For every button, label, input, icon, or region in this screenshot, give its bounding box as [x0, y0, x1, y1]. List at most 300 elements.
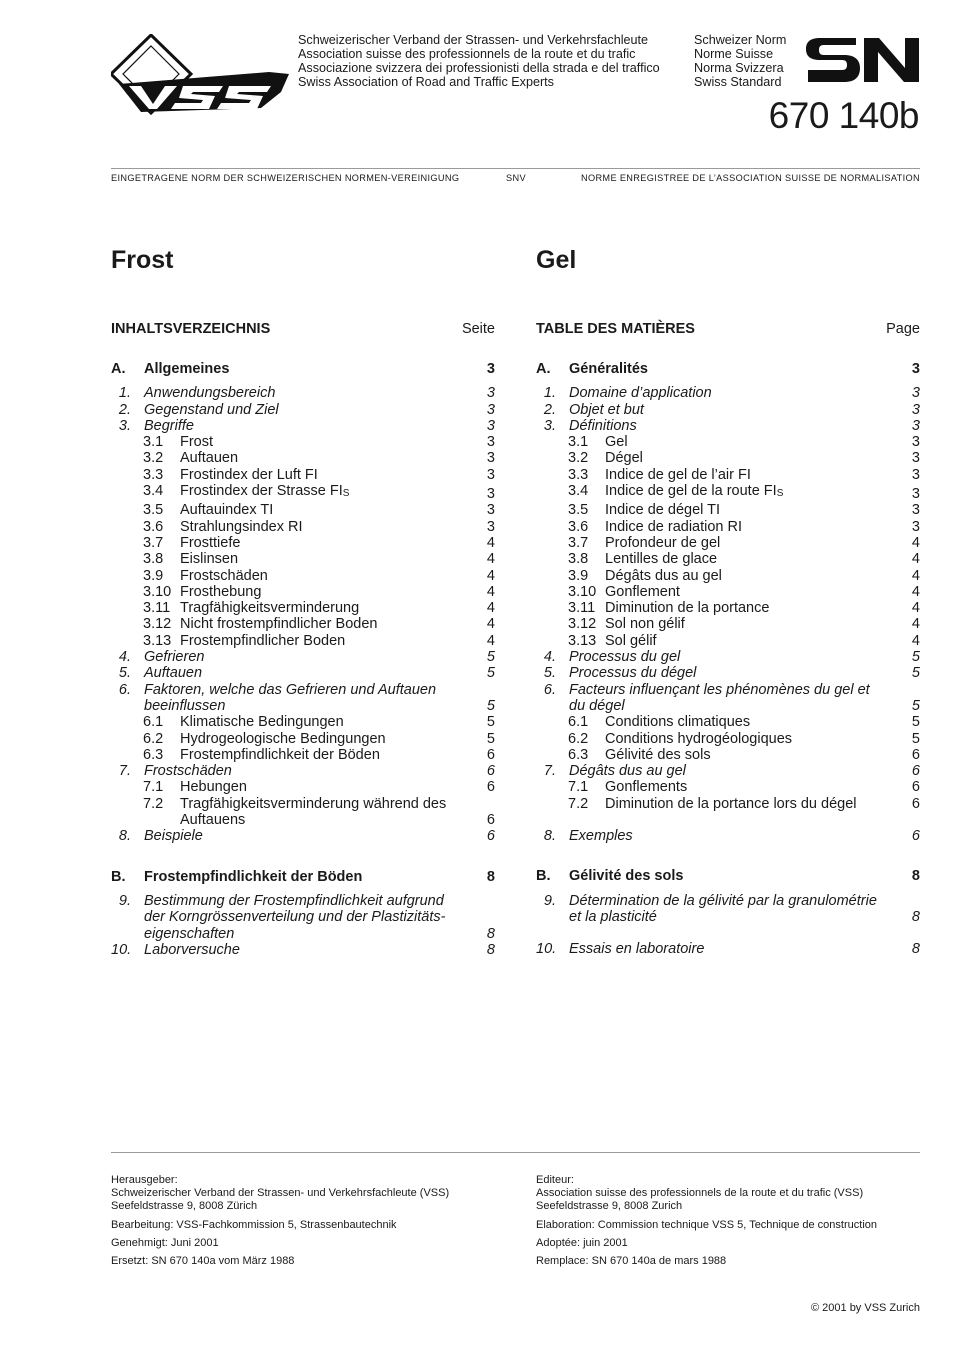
toc-entry-number: 7.2 [568, 795, 589, 812]
toc-de [111, 321, 495, 958]
toc-entry-page: 4 [911, 600, 920, 617]
toc-entry-title [569, 418, 920, 434]
toc-heading-de: INHALTSVERZEICHNIS [111, 321, 271, 337]
document-number: 670 140b [768, 95, 919, 136]
toc-entry-page: 4 [486, 534, 495, 551]
toc-entry-page: 5 [911, 730, 920, 747]
toc-spacer [536, 812, 920, 828]
toc-entry-text: Allgemeines [144, 361, 230, 377]
toc-entry-page: 3 [911, 486, 920, 503]
toc-entry [536, 467, 920, 483]
toc-entry-title [605, 747, 920, 763]
toc-entry-text: Dégel [605, 450, 643, 467]
toc-entry-title [605, 714, 920, 730]
toc-entry-text: Objet et but [569, 401, 644, 418]
toc-entry-page: 3 [486, 385, 495, 402]
toc-entry-page: 4 [486, 600, 495, 617]
toc-entry-text: Détermination de la gélivité par la granulométrie et la plasticité [569, 892, 877, 925]
toc-entry-page: 3 [486, 466, 495, 483]
toc-entry-title [144, 942, 495, 958]
toc-entry-number: 7. [543, 763, 556, 780]
toc-entry-page: 3 [911, 466, 920, 483]
toc-entry [536, 682, 920, 715]
toc-entry-text: Frostschäden [144, 763, 232, 780]
toc-entry-page: 3 [486, 450, 495, 467]
toc-entry-title [569, 665, 920, 681]
toc-entry-subscript: S [342, 488, 350, 500]
toc-entry-number: 3.3 [143, 466, 164, 483]
toc-entry-page: 3 [486, 434, 495, 451]
toc-entry-text: Exemples [569, 828, 633, 845]
toc-entry [536, 418, 920, 434]
toc-header-de [111, 321, 495, 341]
toc-heading-fr: TABLE DES MATIÈRES [536, 321, 695, 337]
toc-entry-title [180, 633, 495, 649]
toc-entry-number: 3.12 [568, 616, 597, 633]
toc-entry-title [605, 796, 920, 812]
toc-entry [111, 714, 495, 730]
toc-entry-number: 3.8 [568, 551, 589, 568]
toc-entry-number: 4. [543, 649, 556, 666]
toc-entry [111, 731, 495, 747]
footer-fr [536, 1174, 920, 1273]
toc-entry-title [569, 402, 920, 418]
toc-entry-number: 3.5 [568, 502, 589, 519]
toc-entry [111, 665, 495, 681]
toc-fr [536, 321, 920, 958]
publisher-label-de: Herausgeber: [111, 1174, 178, 1186]
toc-entry-text: Tragfähigkeitsverminderung während des Auftauens [180, 795, 447, 829]
toc-entry-number: 3.9 [143, 567, 164, 584]
replaces-de: Ersetzt: SN 670 140a vom März 1988 [111, 1255, 295, 1268]
toc-entry-text: Begriffe [144, 417, 194, 434]
toc-entry-page: 8 [911, 908, 920, 925]
toc-entry [536, 483, 920, 502]
organisation-names [298, 33, 660, 89]
toc-entry [111, 796, 495, 829]
toc-entry [111, 942, 495, 958]
toc-entry-text: Auftauindex TI [180, 502, 274, 519]
toc-entry-title [605, 434, 920, 450]
toc-entry-number: 8. [543, 828, 556, 845]
toc-entry-title [605, 467, 920, 483]
replaces-fr: Remplace: SN 670 140a de mars 1988 [536, 1255, 727, 1268]
toc-entry [536, 893, 920, 926]
toc-entry-page: 8 [486, 925, 495, 942]
publisher-name-fr: Association suisse des professionnels de la route et du trafic (VSS) [536, 1187, 864, 1200]
toc-entry [536, 361, 920, 377]
norm-line-fr: Norme Suisse [694, 47, 774, 61]
toc-entry-text: Facteurs influençant les phénomènes du gel et du dégel [569, 681, 870, 714]
toc-entry [111, 483, 495, 502]
toc-entry-title [144, 893, 495, 942]
toc-entry-number: B. [111, 868, 126, 885]
toc-entry-page: 4 [911, 632, 920, 649]
toc-entry-title [144, 869, 495, 885]
toc-entry-number: 3.4 [143, 483, 164, 500]
toc-entry-number: 3.10 [568, 583, 597, 600]
publisher-label-fr: Editeur: [536, 1174, 574, 1186]
toc-entry [536, 450, 920, 466]
publisher-name-de: Schweizerischer Verband der Strassen- und Verkehrsfachleute (VSS) [111, 1187, 450, 1200]
toc-entry-number: 3.8 [143, 551, 164, 568]
toc-entry-page: 3 [911, 361, 920, 377]
toc-entry-title [605, 519, 920, 535]
toc-entry [536, 616, 920, 632]
toc-rows-fr [536, 361, 920, 958]
org-line-de: Schweizerischer Verband der Strassen- und Verkehrsfachleute [298, 33, 649, 47]
toc-entry [111, 600, 495, 616]
toc-entry [536, 535, 920, 551]
toc-entry-number: 3.12 [143, 616, 172, 633]
toc-entry-number: A. [536, 361, 551, 377]
toc-entry-text: Frost [180, 434, 214, 451]
toc-entry-number: 3.2 [568, 450, 589, 467]
toc-entry [111, 682, 495, 715]
toc-entry-text: Indice de gel de l’air FI [605, 466, 751, 483]
publisher-address-fr: Seefeldstrasse 9, 8008 Zurich [536, 1200, 683, 1213]
toc-entry-number: 7. [118, 763, 131, 780]
sn-logo [806, 34, 920, 91]
title-fr: Gel [536, 246, 577, 274]
toc-entry-title [605, 633, 920, 649]
toc-entry-page: 5 [911, 714, 920, 731]
processing-de: Bearbeitung: VSS-Fachkommission 5, Strassenbautechnik [111, 1218, 397, 1231]
toc-entry [111, 402, 495, 418]
toc-entry [536, 779, 920, 795]
toc-entry-page: 8 [486, 868, 495, 885]
toc-entry [536, 747, 920, 763]
toc-entry-text: Frostschäden [180, 567, 268, 584]
toc-entry-title [144, 649, 495, 665]
org-line-en: Swiss Association of Road and Traffic Experts [298, 75, 554, 89]
toc-entry-text: Sol non gélif [605, 616, 685, 633]
toc-entry-text: Nicht frostempfindlicher Boden [180, 616, 378, 633]
toc-entry-text: Domaine d’application [569, 385, 712, 402]
toc-entry-title [180, 502, 495, 518]
toc-entry-text: Gonflements [605, 779, 688, 796]
toc-entry-number: 3.6 [143, 518, 164, 535]
toc-entry-number: 5. [543, 665, 556, 682]
toc-entry-number: 6.3 [143, 746, 164, 763]
toc-entry-text: Gefrieren [144, 649, 205, 666]
toc-entry-text: Laborversuche [144, 941, 240, 958]
toc-entry-page: 3 [911, 401, 920, 418]
toc-entry-number: 10. [111, 941, 132, 958]
toc-entry [111, 649, 495, 665]
toc-entry-number: 6.1 [568, 714, 589, 731]
toc-entry-text: Gélivité des sols [569, 868, 684, 885]
toc-entry-number: 3.7 [568, 534, 589, 551]
toc-entry-page: 6 [486, 746, 495, 763]
toc-entry [536, 649, 920, 665]
toc-entry-title [144, 385, 495, 401]
toc-entry-page: 6 [911, 763, 920, 780]
toc-entry-page: 5 [486, 649, 495, 666]
toc-entry-title [605, 551, 920, 567]
toc-entry [111, 450, 495, 466]
toc-entry [536, 941, 920, 957]
toc-entry-number: 3.5 [143, 502, 164, 519]
toc-entry-text: Auftauen [180, 450, 239, 467]
toc-entry-page: 5 [486, 714, 495, 731]
toc-entry-title [180, 584, 495, 600]
toc-entry-title [605, 616, 920, 632]
toc-entry [536, 868, 920, 884]
toc-entry [111, 828, 495, 844]
toc-entry-page: 4 [486, 632, 495, 649]
toc-entry-number: 3.10 [143, 583, 172, 600]
toc-entry [536, 665, 920, 681]
toc-entry-title [144, 763, 495, 779]
toc-entry-number: 6. [543, 681, 556, 698]
toc-entry-page: 4 [911, 567, 920, 584]
toc-entry-page: 4 [486, 567, 495, 584]
toc-entry-number: 6.2 [143, 730, 164, 747]
toc-entry-page: 4 [911, 583, 920, 600]
vss-logo [111, 34, 291, 121]
toc-entry-text: Hebungen [180, 779, 247, 796]
toc-spacer [536, 925, 920, 941]
toc-entry [111, 763, 495, 779]
toc-entry [111, 568, 495, 584]
toc-entry-text: Gegenstand und Ziel [144, 401, 279, 418]
toc-entry-page: 4 [486, 551, 495, 568]
toc-entry-page: 6 [486, 763, 495, 780]
toc-entry-page: 5 [486, 730, 495, 747]
toc-rows-de [111, 361, 495, 958]
toc-entry-title [605, 450, 920, 466]
toc-entry [111, 385, 495, 401]
toc-entry-number: 6. [118, 681, 131, 698]
toc-entry-number: 3.4 [568, 483, 589, 500]
toc-entry-title [144, 402, 495, 418]
toc-entry [111, 747, 495, 763]
toc-entry-number: 3.11 [143, 600, 171, 617]
toc-entry-text: Dégâts dus au gel [605, 567, 722, 584]
toc-entry [536, 402, 920, 418]
approved-fr: Adoptée: juin 2001 [536, 1236, 628, 1249]
toc-entry-title [605, 568, 920, 584]
toc-entry-number: 6.3 [568, 746, 589, 763]
toc-entry-text: Diminution de la portance lors du dégel [605, 795, 857, 812]
toc-entry-title [605, 502, 920, 518]
toc-entry-number: 3. [118, 417, 131, 434]
toc-entry [536, 796, 920, 812]
toc-entry [536, 633, 920, 649]
toc-entry-title [180, 600, 495, 616]
toc-entry-title [180, 467, 495, 483]
toc-entry-number: 4. [118, 649, 131, 666]
toc-entry-text: Frostindex der Strasse FI [180, 483, 343, 500]
toc-entry-text: Indice de dégel TI [605, 502, 721, 519]
toc-entry [536, 584, 920, 600]
toc-entry-number: 9. [543, 892, 556, 909]
org-line-fr: Association suisse des professionnels de la route et du trafic [298, 47, 636, 61]
title-de: Frost [111, 246, 174, 274]
toc-entry-title [569, 893, 920, 926]
toc-entry-page: 6 [911, 795, 920, 812]
toc-entry-text: Indice de radiation RI [605, 518, 743, 535]
toc-entry [111, 616, 495, 632]
toc-entry-page: 3 [911, 385, 920, 402]
toc-entry-number: 7.1 [143, 779, 164, 796]
toc-entry-title [569, 682, 920, 715]
toc-entry [536, 551, 920, 567]
toc-entry-page: 3 [486, 486, 495, 503]
toc-entry-page: 6 [486, 828, 495, 845]
toc-entry-page: 5 [486, 665, 495, 682]
toc-entry-text: Bestimmung der Frostempfindlichkeit aufgrund der Korngrössenverteilung und der Plastizitäts-eigenschaften [144, 892, 446, 942]
toc-entry-page: 3 [911, 518, 920, 535]
toc-entry-title [144, 665, 495, 681]
toc-entry-page: 6 [486, 812, 495, 829]
registered-norm-fr: NORME ENREGISTREE DE L’ASSOCIATION SUISSE DE NORMALISATION [580, 173, 920, 183]
toc-entry-number: 3.7 [143, 534, 164, 551]
toc-entry-text: Frostempfindlichkeit der Böden [144, 868, 363, 885]
toc-entry [111, 467, 495, 483]
toc-entry-title [144, 361, 495, 377]
approved-de: Genehmigt: Juni 2001 [111, 1236, 219, 1249]
toc-entry-page: 5 [911, 665, 920, 682]
toc-entry-text: Sol gélif [605, 632, 657, 649]
toc-entry-text: Définitions [569, 417, 637, 434]
toc-entry [536, 828, 920, 844]
toc-entry [111, 519, 495, 535]
toc-entry-text: Dégâts dus au gel [569, 763, 686, 780]
toc-entry-title [144, 828, 495, 844]
toc-entry-text: Strahlungsindex RI [180, 518, 303, 535]
toc-entry-title [180, 616, 495, 632]
toc-entry-title [180, 714, 495, 730]
toc-entry-number: 7.2 [143, 795, 164, 812]
toc-entry-number: 1. [118, 385, 131, 402]
toc-entry-title [569, 763, 920, 779]
toc-entry-title [605, 600, 920, 616]
toc-entry-text: Frostempfindlicher Boden [180, 632, 346, 649]
toc-entry-page: 6 [911, 828, 920, 845]
toc-entry-number: 10. [536, 941, 557, 958]
toc-entry-title [180, 535, 495, 551]
toc-entry-title [605, 779, 920, 795]
toc-entry-page: 3 [911, 502, 920, 519]
toc-entry-number: 5. [118, 665, 131, 682]
toc-entry [111, 418, 495, 434]
toc-entry-page: 3 [486, 417, 495, 434]
registered-norm-de: EINGETRAGENE NORM DER SCHWEIZERISCHEN NORMEN-VEREINIGUNG [111, 173, 460, 183]
toc-entry-text: Lentilles de glace [605, 551, 718, 568]
toc-entry-page: 3 [911, 450, 920, 467]
toc-entry [111, 779, 495, 795]
toc-entry-page: 3 [911, 417, 920, 434]
toc-entry-page: 3 [486, 401, 495, 418]
toc-entry-number: 2. [118, 401, 131, 418]
toc-entry-text: Tragfähigkeitsverminderung [180, 600, 360, 617]
toc-entry [111, 434, 495, 450]
toc-entry-text: Auftauen [144, 665, 203, 682]
toc-entry-title [569, 868, 920, 884]
toc-entry-title [180, 779, 495, 795]
toc-entry-number: B. [536, 868, 551, 885]
toc-entry [536, 714, 920, 730]
toc-entry-title [569, 828, 920, 844]
toc-entry-title [605, 731, 920, 747]
toc-entry-page: 5 [486, 697, 495, 714]
norm-line-en: Swiss Standard [694, 75, 782, 89]
toc-entry-title [180, 483, 495, 502]
toc-entry-number: 1. [543, 385, 556, 402]
toc-entry-number: A. [111, 361, 126, 377]
toc-spacer [536, 844, 920, 868]
toc-header-fr [536, 321, 920, 341]
toc-entry-number: 3.1 [143, 434, 164, 451]
toc-entry-title [569, 941, 920, 957]
toc-entry [111, 551, 495, 567]
publisher-address-de: Seefeldstrasse 9, 8008 Zürich [111, 1200, 258, 1213]
toc-entry-number: 7.1 [568, 779, 589, 796]
norm-type-labels [694, 33, 786, 89]
toc-entry [536, 731, 920, 747]
toc-entry-number: 3. [543, 417, 556, 434]
toc-entry [111, 633, 495, 649]
toc-entry-title [605, 584, 920, 600]
toc-entry-text: Gonflement [605, 583, 680, 600]
toc-entry-title [569, 649, 920, 665]
toc-entry [111, 535, 495, 551]
org-line-it: Associazione svizzera dei professionisti della strada e del traffico [298, 61, 660, 75]
toc-entry [111, 893, 495, 942]
toc-entry [536, 600, 920, 616]
toc-entry-title [144, 682, 495, 715]
toc-entry-title [605, 483, 920, 502]
page-heading-de: Seite [461, 321, 495, 337]
toc-entry-text: Hydrogeologische Bedingungen [180, 730, 386, 747]
toc-entry-title [180, 519, 495, 535]
toc-entry [536, 763, 920, 779]
toc-entry-page: 3 [911, 434, 920, 451]
toc-entry-text: Généralités [569, 361, 648, 377]
toc-entry-text: Gélivité des sols [605, 746, 711, 763]
footer-divider [111, 1152, 920, 1153]
toc-entry-text: Indice de gel de la route FI [605, 483, 777, 500]
toc-entry [536, 385, 920, 401]
toc-spacer [111, 845, 495, 869]
footer-de [111, 1174, 495, 1273]
toc-entry-page: 4 [911, 616, 920, 633]
toc-entry-page: 4 [486, 616, 495, 633]
copyright: © 2001 by VSS Zurich [811, 1302, 920, 1314]
toc-entry-page: 6 [911, 746, 920, 763]
toc-entry-number: 3.13 [568, 632, 597, 649]
toc-entry-title [180, 450, 495, 466]
toc-entry-number: 2. [543, 401, 556, 418]
toc-entry-number: 3.13 [143, 632, 172, 649]
toc-entry-page: 8 [486, 941, 495, 958]
registered-norm-snv: SNV [506, 173, 526, 183]
toc-entry-title [180, 747, 495, 763]
toc-entry-title [144, 418, 495, 434]
toc-entry-title [569, 361, 920, 377]
toc-entry-number: 8. [118, 828, 131, 845]
toc-entry-number: 3.1 [568, 434, 589, 451]
toc-entry-number: 6.1 [143, 714, 164, 731]
toc-entry-page: 4 [911, 551, 920, 568]
toc-entry-page: 4 [911, 534, 920, 551]
toc-entry-number: 6.2 [568, 730, 589, 747]
toc-entry-title [180, 551, 495, 567]
toc-entry [536, 568, 920, 584]
toc-entry-number: 9. [118, 892, 131, 909]
